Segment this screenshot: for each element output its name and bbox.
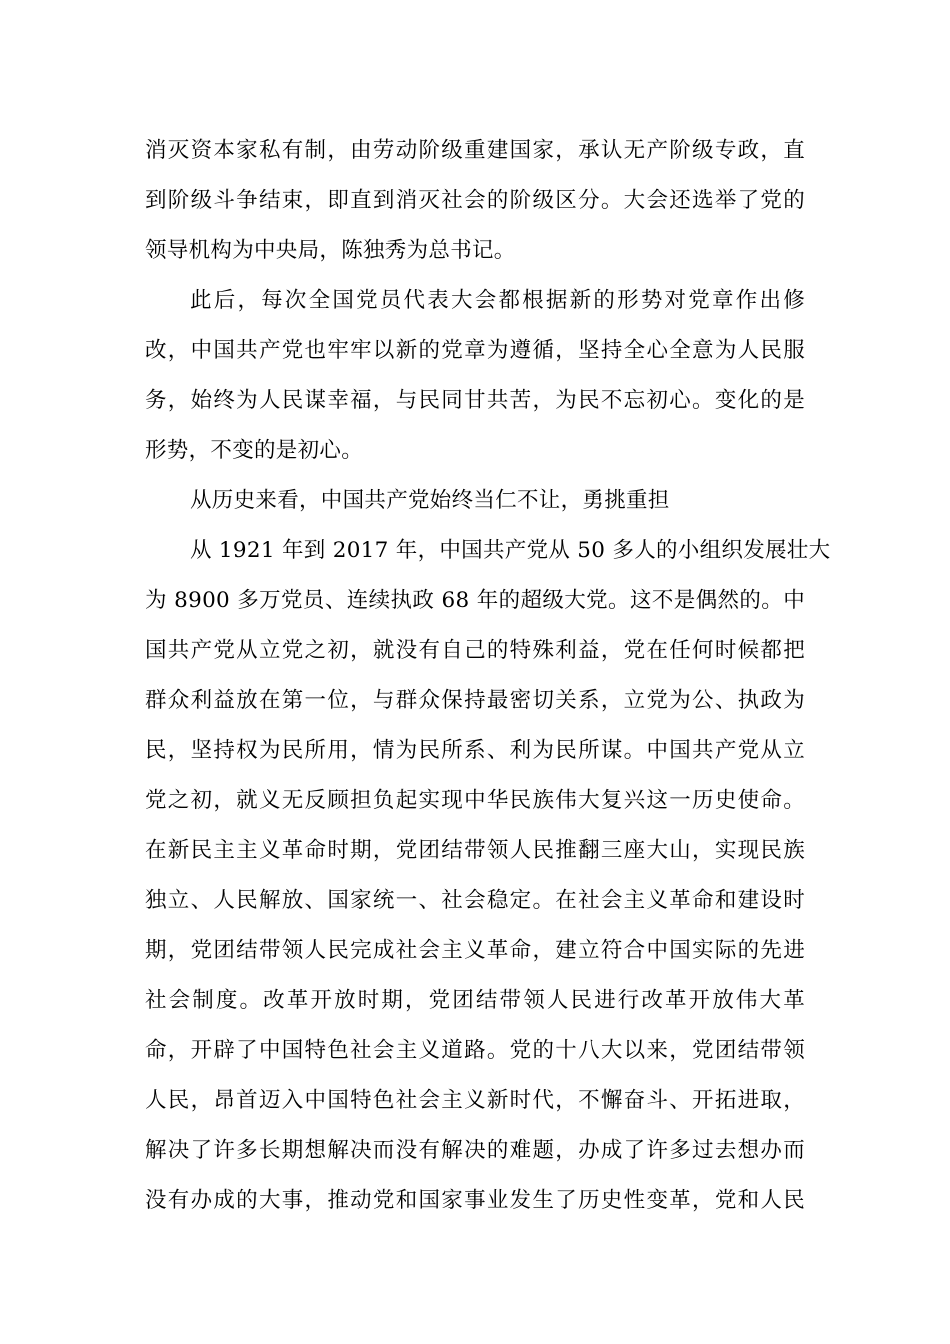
text-line: 期，党团结带领人民完成社会主义革命，建立符合中国实际的先进 (145, 938, 805, 963)
text-line: 群众利益放在第一位，与群众保持最密切关系，立党为公、执政为 (145, 688, 805, 713)
text-line: 为 8900 多万党员、连续执政 68 年的超级大党。这不是偶然的。中 (145, 588, 805, 613)
text-line: 命，开辟了中国特色社会主义道路。党的十八大以来，党团结带领 (145, 1038, 805, 1063)
text-line: 从历史来看，中国共产党始终当仁不让，勇挑重担 (190, 488, 670, 513)
text-line: 没有办成的大事，推动党和国家事业发生了历史性变革，党和人民 (145, 1188, 805, 1213)
text-line: 领导机构为中央局，陈独秀为总书记。 (145, 238, 516, 263)
text-line: 党之初，就义无反顾担负起实现中华民族伟大复兴这一历史使命。 (145, 788, 805, 813)
text-line: 从 1921 年到 2017 年，中国共产党从 50 多人的小组织发展壮大 (190, 538, 831, 563)
text-line: 形势，不变的是初心。 (145, 438, 364, 463)
text-line: 国共产党从立党之初，就没有自己的特殊利益，党在任何时候都把 (145, 638, 805, 663)
text-line: 人民，昂首迈入中国特色社会主义新时代，不懈奋斗、开拓进取， (145, 1088, 805, 1113)
text-line: 此后，每次全国党员代表大会都根据新的形势对党章作出修 (190, 288, 805, 313)
text-line: 改，中国共产党也牢牢以新的党章为遵循，坚持全心全意为人民服 (145, 338, 805, 363)
text-line: 到阶级斗争结束，即直到消灭社会的阶级区分。大会还选举了党的 (145, 188, 805, 213)
text-line: 民，坚持权为民所用，情为民所系、利为民所谋。中国共产党从立 (145, 738, 805, 763)
text-line: 在新民主主义革命时期，党团结带领人民推翻三座大山，实现民族 (145, 838, 805, 863)
text-line: 解决了许多长期想解决而没有解决的难题，办成了许多过去想办而 (145, 1138, 805, 1163)
text-line: 独立、人民解放、国家统一、社会稳定。在社会主义革命和建设时 (145, 888, 805, 913)
text-line: 务，始终为人民谋幸福，与民同甘共苦，为民不忘初心。变化的是 (145, 388, 805, 413)
text-line: 消灭资本家私有制，由劳动阶级重建国家，承认无产阶级专政，直 (145, 138, 805, 163)
text-line: 社会制度。改革开放时期，党团结带领人民进行改革开放伟大革 (145, 988, 805, 1013)
